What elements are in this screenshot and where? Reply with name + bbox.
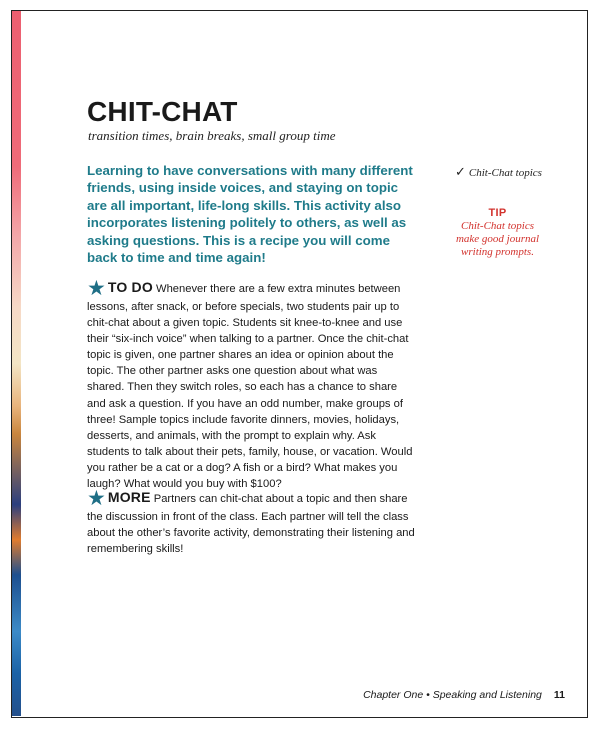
checklist-label: Chit-Chat topics — [468, 167, 542, 179]
page-title: CHIT-CHAT — [87, 96, 238, 127]
todo-section — [87, 278, 417, 492]
page-number: 11 — [553, 689, 565, 701]
star-icon: ★ — [87, 277, 106, 300]
more-body: Partners can chit-chat about a topic and then share the discussion in front of the class. Each partner will tell the class about the other’s favorite activity, demonstrating their listening and remembering skills! — [87, 493, 415, 556]
more-heading: MORE — [107, 489, 151, 505]
tip-text: Chit-Chat topics make good journal writing prompts. — [455, 220, 540, 258]
chapter-label: Chapter One • Speaking and Listening — [363, 689, 542, 701]
star-icon: ★ — [87, 487, 106, 510]
todo-body: Whenever there are a few extra minutes between lessons, after snack, or before specials, two students pair up to chit-chat about a given topic. Students sit knee-to-knee and use their “six-inch voice” when talking to a partner. Once the chit-chat topic is given, one partner shares an idea or opinion about the topic. The other partner asks one question about what was shared. Then they switch roles, so each has a chance to share and ask a question. If you have an odd number, make groups of three! Sample topics include favorite dinners, movies, holidays, desserts, and animals, with the prompt to explain why. Ask students to talk about their pets, family, house, or vacation. Would you rather be a cat or a dog? A fish or a bird? What makes you laugh? What would you buy with $100? — [87, 283, 413, 491]
more-section — [87, 488, 417, 557]
page-footer — [340, 689, 565, 701]
sidebar-checklist-item — [455, 164, 542, 180]
tip-label: TIP — [488, 207, 507, 219]
page-subtitle: transition times, brain breaks, small group time — [88, 128, 336, 143]
intro-paragraph: Learning to have conversations with many different friends, using inside voices, and staying on topic are all important, life-long skills. This activity also incorporates listening politely to others, as well as asking questions. This is a recipe you will come back to time and time again! — [87, 163, 413, 266]
checkmark-icon: ✓ — [455, 164, 466, 179]
tip-box — [450, 207, 545, 259]
todo-heading: TO DO — [107, 279, 153, 295]
page-edge-strip — [12, 11, 21, 716]
